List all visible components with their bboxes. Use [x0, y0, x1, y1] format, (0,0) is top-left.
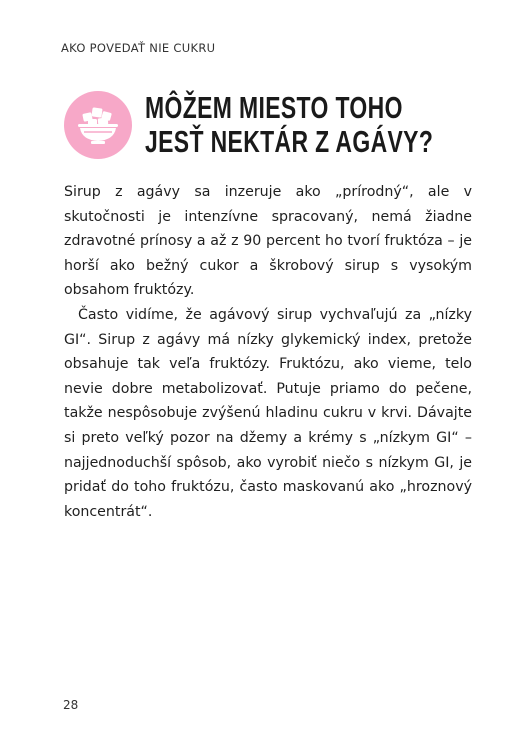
section-title-line-2: JESŤ NEKTÁR Z AGÁVY?	[145, 124, 434, 159]
running-head: AKO POVEDAŤ NIE CUKRU	[61, 41, 216, 55]
section-title	[145, 91, 433, 159]
paragraph-1: Sirup z agávy sa inzeruje ako „prírodný“, ale v skutočnosti je intenzívne spracovaný, nemá žiadne zdravotné prínosy a až z 90 percent ho tvorí fruktóza – je horší ako bežný cukor a škrobový sirup s vysokým obsahom fruktózy.	[64, 184, 472, 299]
sugar-bowl-icon	[64, 91, 132, 159]
paragraph-2: Často vidíme, že agávový sirup vychvaľujú za „nízky GI“. Sirup z agávy má nízky glykemický index, pretože obsahuje tak veľa fruktózy. Fruktózu, ako vieme, telo nevie dobre metabolizovať. Putuje priamo do pečene, takže nespôsobuje zvýšenú hladinu cukru v krvi. Dávajte si preto veľký pozor na džemy a krémy s „nízkym GI“ – najjednoduchší spôsob, ako vyrobiť niečo s nízkym GI, je pridať do toho fruktózu, často maskovanú ako „hroznový koncentrát“.	[64, 306, 472, 520]
section-title-block	[64, 91, 532, 159]
page-number: 28	[63, 698, 79, 712]
body-text	[64, 180, 472, 524]
sugar-bowl-icon-graphic	[74, 105, 122, 145]
section-title-line-1: MÔŽEM MIESTO TOHO	[145, 90, 403, 125]
